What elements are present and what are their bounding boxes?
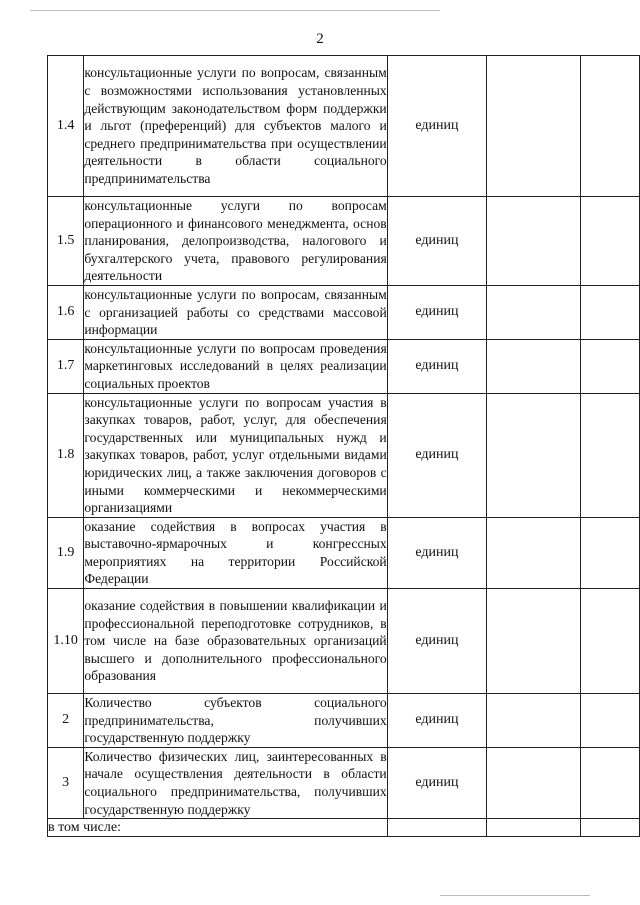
scan-artifact-line [440,895,590,896]
row-description: Количество субъектов социального предпринимательства, получивших государственную поддержку [84,694,387,748]
row-description: консультационные услуги по вопросам, связанным с организацией работы со средствами массовой информации [84,285,387,339]
indicators-table [47,55,640,837]
row-description: консультационные услуги по вопросам, связанным с возможностями использования установленных действующим законодательством форм поддержки и льгот (преференций) для субъектов малого и среднего предпринимательства при осуществлении деятельности в области социального предпринимательства [84,56,387,197]
row-unit: единиц [387,589,486,694]
empty-cell [487,393,581,517]
empty-cell [487,517,581,588]
row-unit: единиц [387,517,486,588]
empty-cell [580,56,639,197]
table-row [48,747,640,818]
row-description: Количество физических лиц, заинтересованных в начале осуществления деятельности в области социального предпринимательства, получивших государственную поддержку [84,747,387,818]
empty-cell [580,517,639,588]
total-row [48,819,640,837]
empty-cell [580,285,639,339]
page-number: 2 [316,31,324,47]
table-row [48,694,640,748]
row-description: консультационные услуги по вопросам операционного и финансового менеджмента, основ планирования, делопроизводства, налогового и бухгалтерского учета, правового регулирования деятельности [84,197,387,286]
empty-cell [487,589,581,694]
table-row [48,589,640,694]
empty-cell [580,197,639,286]
row-number: 1.10 [48,589,84,694]
empty-cell [580,339,639,393]
row-number: 1.5 [48,197,84,286]
row-unit: единиц [387,694,486,748]
scan-artifact-line [30,10,440,11]
empty-cell [487,285,581,339]
row-number: 1.4 [48,56,84,197]
empty-cell [580,694,639,748]
row-unit: единиц [387,56,486,197]
row-description: консультационные услуги по вопросам проведения маркетинговых исследований в целях реализации социальных проектов [84,339,387,393]
empty-cell [580,589,639,694]
table-row [48,393,640,517]
table-row [48,56,640,197]
row-unit: единиц [387,393,486,517]
empty-cell [487,747,581,818]
empty-cell [487,197,581,286]
row-description: консультационные услуги по вопросам участия в закупках товаров, работ, услуг, для обеспечения государственных или муниципальных нужд и закупках товаров, работ, услуг отдельными видами юридических лиц, а также заключения договоров с иными коммерческими и некоммерческими организациями [84,393,387,517]
row-number: 1.9 [48,517,84,588]
row-number: 1.8 [48,393,84,517]
empty-cell [580,747,639,818]
row-number: 1.6 [48,285,84,339]
row-unit: единиц [387,339,486,393]
empty-cell [487,339,581,393]
empty-cell [580,393,639,517]
row-unit: единиц [387,285,486,339]
table-row [48,285,640,339]
empty-cell [487,819,581,837]
empty-cell [580,819,639,837]
table-row [48,517,640,588]
table-row [48,197,640,286]
row-unit: единиц [387,747,486,818]
total-label: в том числе: [48,819,388,837]
table-row [48,339,640,393]
row-number: 1.7 [48,339,84,393]
empty-cell [487,694,581,748]
row-unit: единиц [387,197,486,286]
row-description: оказание содействия в вопросах участия в выставочно-ярмарочных и конгрессных мероприятиях на территории Российской Федерации [84,517,387,588]
row-number: 2 [48,694,84,748]
row-number: 3 [48,747,84,818]
empty-cell [387,819,486,837]
row-description: оказание содействия в повышении квалификации и профессиональной переподготовке сотрудников, в том числе на базе образовательных организаций высшего и дополнительного профессионального образования [84,589,387,694]
empty-cell [487,56,581,197]
